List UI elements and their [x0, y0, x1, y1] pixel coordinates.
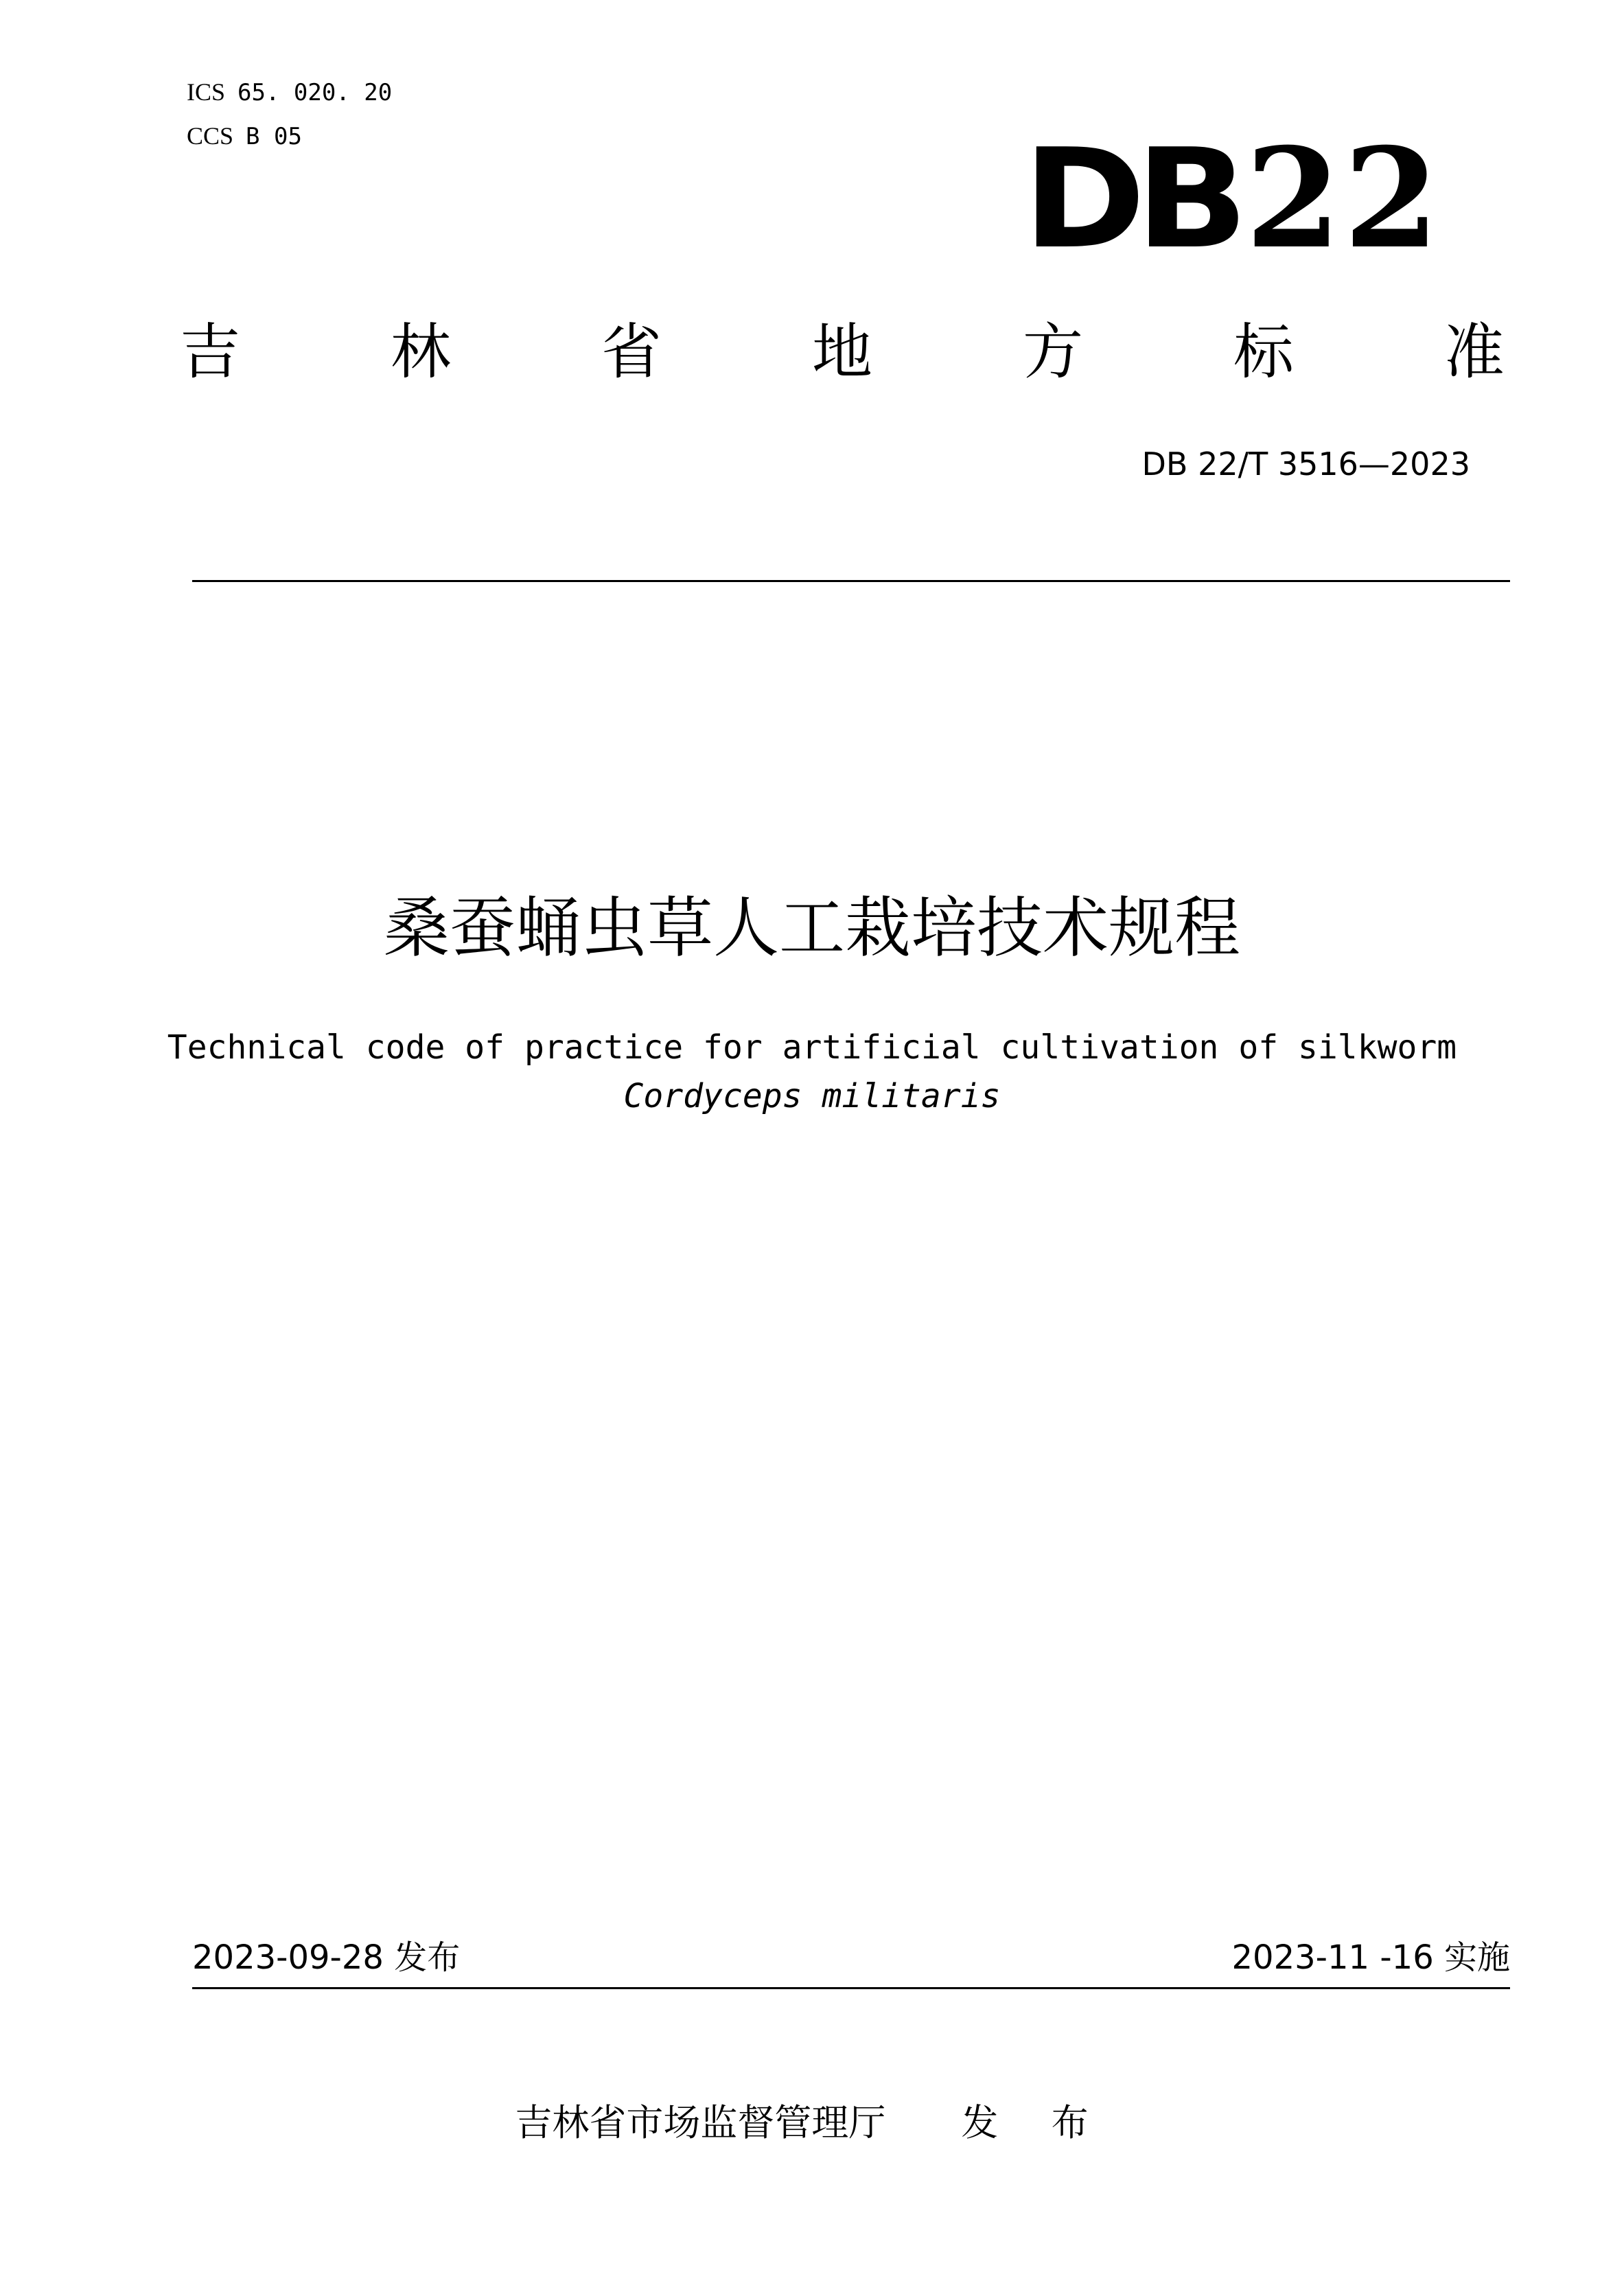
standard-type-heading: [180, 314, 1505, 390]
standard-type-char: 标: [1233, 316, 1294, 387]
standard-type-char: 林: [390, 316, 451, 387]
ics-code: 65. 020. 20: [237, 79, 393, 106]
standard-type-char: 吉: [180, 316, 241, 387]
implementation-date: 2023-11 -16 实施: [1231, 1938, 1510, 1977]
publisher-name: 吉林省市场监督管理厅: [515, 2101, 886, 2144]
document-title-english-species: Cordyceps militaris: [623, 1077, 1001, 1115]
issue-date: 2023-09-28 发布: [192, 1938, 461, 1977]
ics-classification: [187, 77, 392, 108]
db22-logo: [1023, 118, 1442, 279]
publisher-line: [0, 2099, 1624, 2147]
document-title-chinese: 桑蚕蛹虫草人工栽培技术规程: [384, 890, 1240, 966]
publisher-action: 发 布: [961, 2101, 1109, 2144]
standard-number: DB 22/T 3516—2023: [1141, 445, 1470, 483]
standard-type-char: 地: [811, 316, 872, 387]
standard-type-char: 省: [601, 316, 662, 387]
ccs-label: CCS: [187, 122, 234, 150]
logo-number-text: 22: [1245, 118, 1442, 279]
ccs-code: B 05: [246, 123, 302, 150]
ics-label: ICS: [187, 78, 226, 106]
footer-divider: [192, 1987, 1510, 1989]
standard-type-char: 方: [1022, 316, 1083, 387]
header-divider: [192, 580, 1510, 582]
standard-type-char: 准: [1443, 316, 1505, 387]
logo-db-text: DB: [1023, 119, 1238, 279]
document-title-english: Technical code of practice for artificial cultivation of silkworm: [167, 1028, 1457, 1067]
ccs-classification: [187, 121, 302, 152]
